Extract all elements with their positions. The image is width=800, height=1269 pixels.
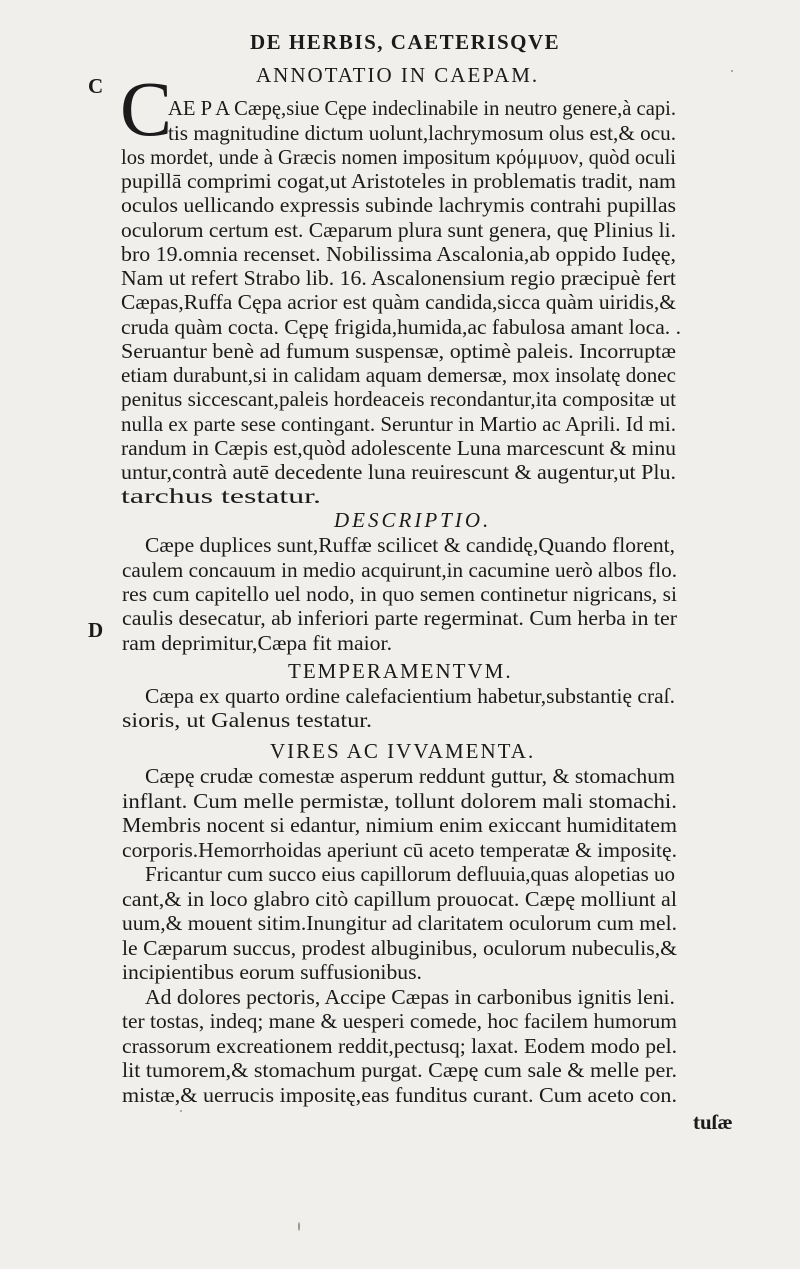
descriptio-heading: DESCRIPTIO. xyxy=(334,508,492,532)
text-line: untur,contrà autē decedente luna reuirescunt & augentur,ut Plu. xyxy=(121,460,677,484)
drop-cap: C xyxy=(120,65,173,152)
text-line: Cæpa ex quarto ordine calefacientium habetur,substantię craſ. xyxy=(145,684,676,708)
text-line: randum in Cæpis est,quòd adolescente Luna marcescunt & minu xyxy=(121,436,677,460)
text-line: oculorum certum est. Cæparum plura sunt genera, quę Plinius li. xyxy=(121,218,676,242)
text-line: crassorum excreationem reddit,pectusq; laxat. Eodem modo pel. xyxy=(122,1034,678,1058)
temperamentum-heading: TEMPERAMENTVM. xyxy=(288,659,513,683)
text-line: tarchus testatur. xyxy=(121,484,322,508)
text-line: etiam durabunt,si in calidam aquam demersæ, mox insolatę donec xyxy=(121,363,676,387)
text-line: Nam ut refert Strabo lib. 16. Ascalonensium regio præcipuè fert xyxy=(121,266,676,290)
text-line: inflant. Cum melle permistæ, tollunt dolorem mali stomachi. xyxy=(122,789,677,813)
text-line: ram deprimitur,Cæpa fit maior. xyxy=(122,631,393,655)
text-line: ter tostas, indeq; mane & uesperi comede, hoc facilem humorum xyxy=(122,1009,677,1033)
text-line: pupillā comprimi cogat,ut Aristoteles in problematis tradit, nam xyxy=(121,169,676,193)
text-line: uum,& mouent sitim.Inungitur ad claritatem oculorum cum mel. xyxy=(122,911,677,935)
text-line: cant,& in loco glabro citò capillum prouocat. Cæpę molliunt al xyxy=(122,887,677,911)
text-line: AE P A Cæpę,siue Cępe indeclinabile in neutro genere,à capi. xyxy=(168,96,676,120)
text-line: bro 19.omnia recenset. Nobilissima Ascalonia,ab oppido Iudęę, xyxy=(121,242,677,266)
text-line: Cæpas,Ruffa Cępa acrior est quàm candida,sicca quàm uiridis,& xyxy=(121,290,676,314)
text-line: incipientibus eorum suffusionibus. xyxy=(122,960,422,984)
running-head: DE HERBIS, CAETERISQVE xyxy=(250,30,561,54)
text-line: res cum capitello uel nodo, in quo semen continetur nigricans, si xyxy=(122,582,678,606)
text-line: tis magnitudine dictum uolunt,lachrymosum olus est,& ocu. xyxy=(168,121,677,145)
text-line: Cæpe duplices sunt,Ruffæ scilicet & candidę,Quando florent, xyxy=(145,533,676,557)
text-line: Fricantur cum succo eius capillorum defluuia,quas alopetias uo xyxy=(145,862,675,886)
text-line: le Cæparum succus, prodest albuginibus, oculorum nubeculis,& xyxy=(122,936,678,960)
text-line: cruda quàm cocta. Cępę frigida,humida,ac fabulosa amant loca. . xyxy=(121,315,682,339)
vires-heading: VIRES AC IVVAMENTA. xyxy=(270,739,536,763)
text-line: oculos uellicando expressis subinde lachrymis contrahi pupillas xyxy=(121,193,676,217)
text-line: Seruantur benè ad fumum suspensæ, optimè paleis. Incorruptæ xyxy=(121,339,676,363)
margin-letter-c: C xyxy=(88,74,104,98)
text-line: mistæ,& uerrucis impositę,eas funditus curant. Cum aceto con. xyxy=(122,1083,677,1107)
annotation-heading: ANNOTATIO IN CAEPAM. xyxy=(256,63,540,87)
catchword: tuſæ xyxy=(693,1110,733,1134)
margin-letter-d: D xyxy=(88,618,104,642)
ink-speck xyxy=(180,1110,182,1112)
text-line: sioris, ut Galenus testatur. xyxy=(122,708,373,732)
ink-speck xyxy=(731,70,733,72)
text-line: Membris nocent si edantur, nimium enim exiccant humiditatem xyxy=(122,813,677,837)
text-line: Cæpę crudæ comestæ asperum reddunt guttur, & stomachum xyxy=(145,764,675,788)
text-line: caulis desecatur, ab inferiori parte regerminat. Cum herba in ter xyxy=(122,606,678,630)
text-line: Ad dolores pectoris, Accipe Cæpas in carbonibus ignitis leni. xyxy=(145,985,675,1009)
text-line: nulla ex parte sese contingant. Seruntur in Martio ac Aprili. Id mi. xyxy=(121,412,676,436)
text-line: los mordet, unde à Græcis nomen impositum κρόμμυον, quòd oculi xyxy=(121,145,676,169)
text-line: caulem concauum in medio acquirunt,in cacumine uerò albos flo. xyxy=(122,558,678,582)
text-line: penitus siccescant,paleis hordeaceis recondantur,ita compositæ ut xyxy=(121,387,677,411)
ink-speck xyxy=(298,1222,300,1231)
text-line: corporis.Hemorrhoidas aperiunt cū aceto temperatæ & impositę. xyxy=(122,838,677,862)
text-line: lit tumorem,& stomachum purgat. Cæpę cum sale & melle per. xyxy=(122,1058,677,1082)
